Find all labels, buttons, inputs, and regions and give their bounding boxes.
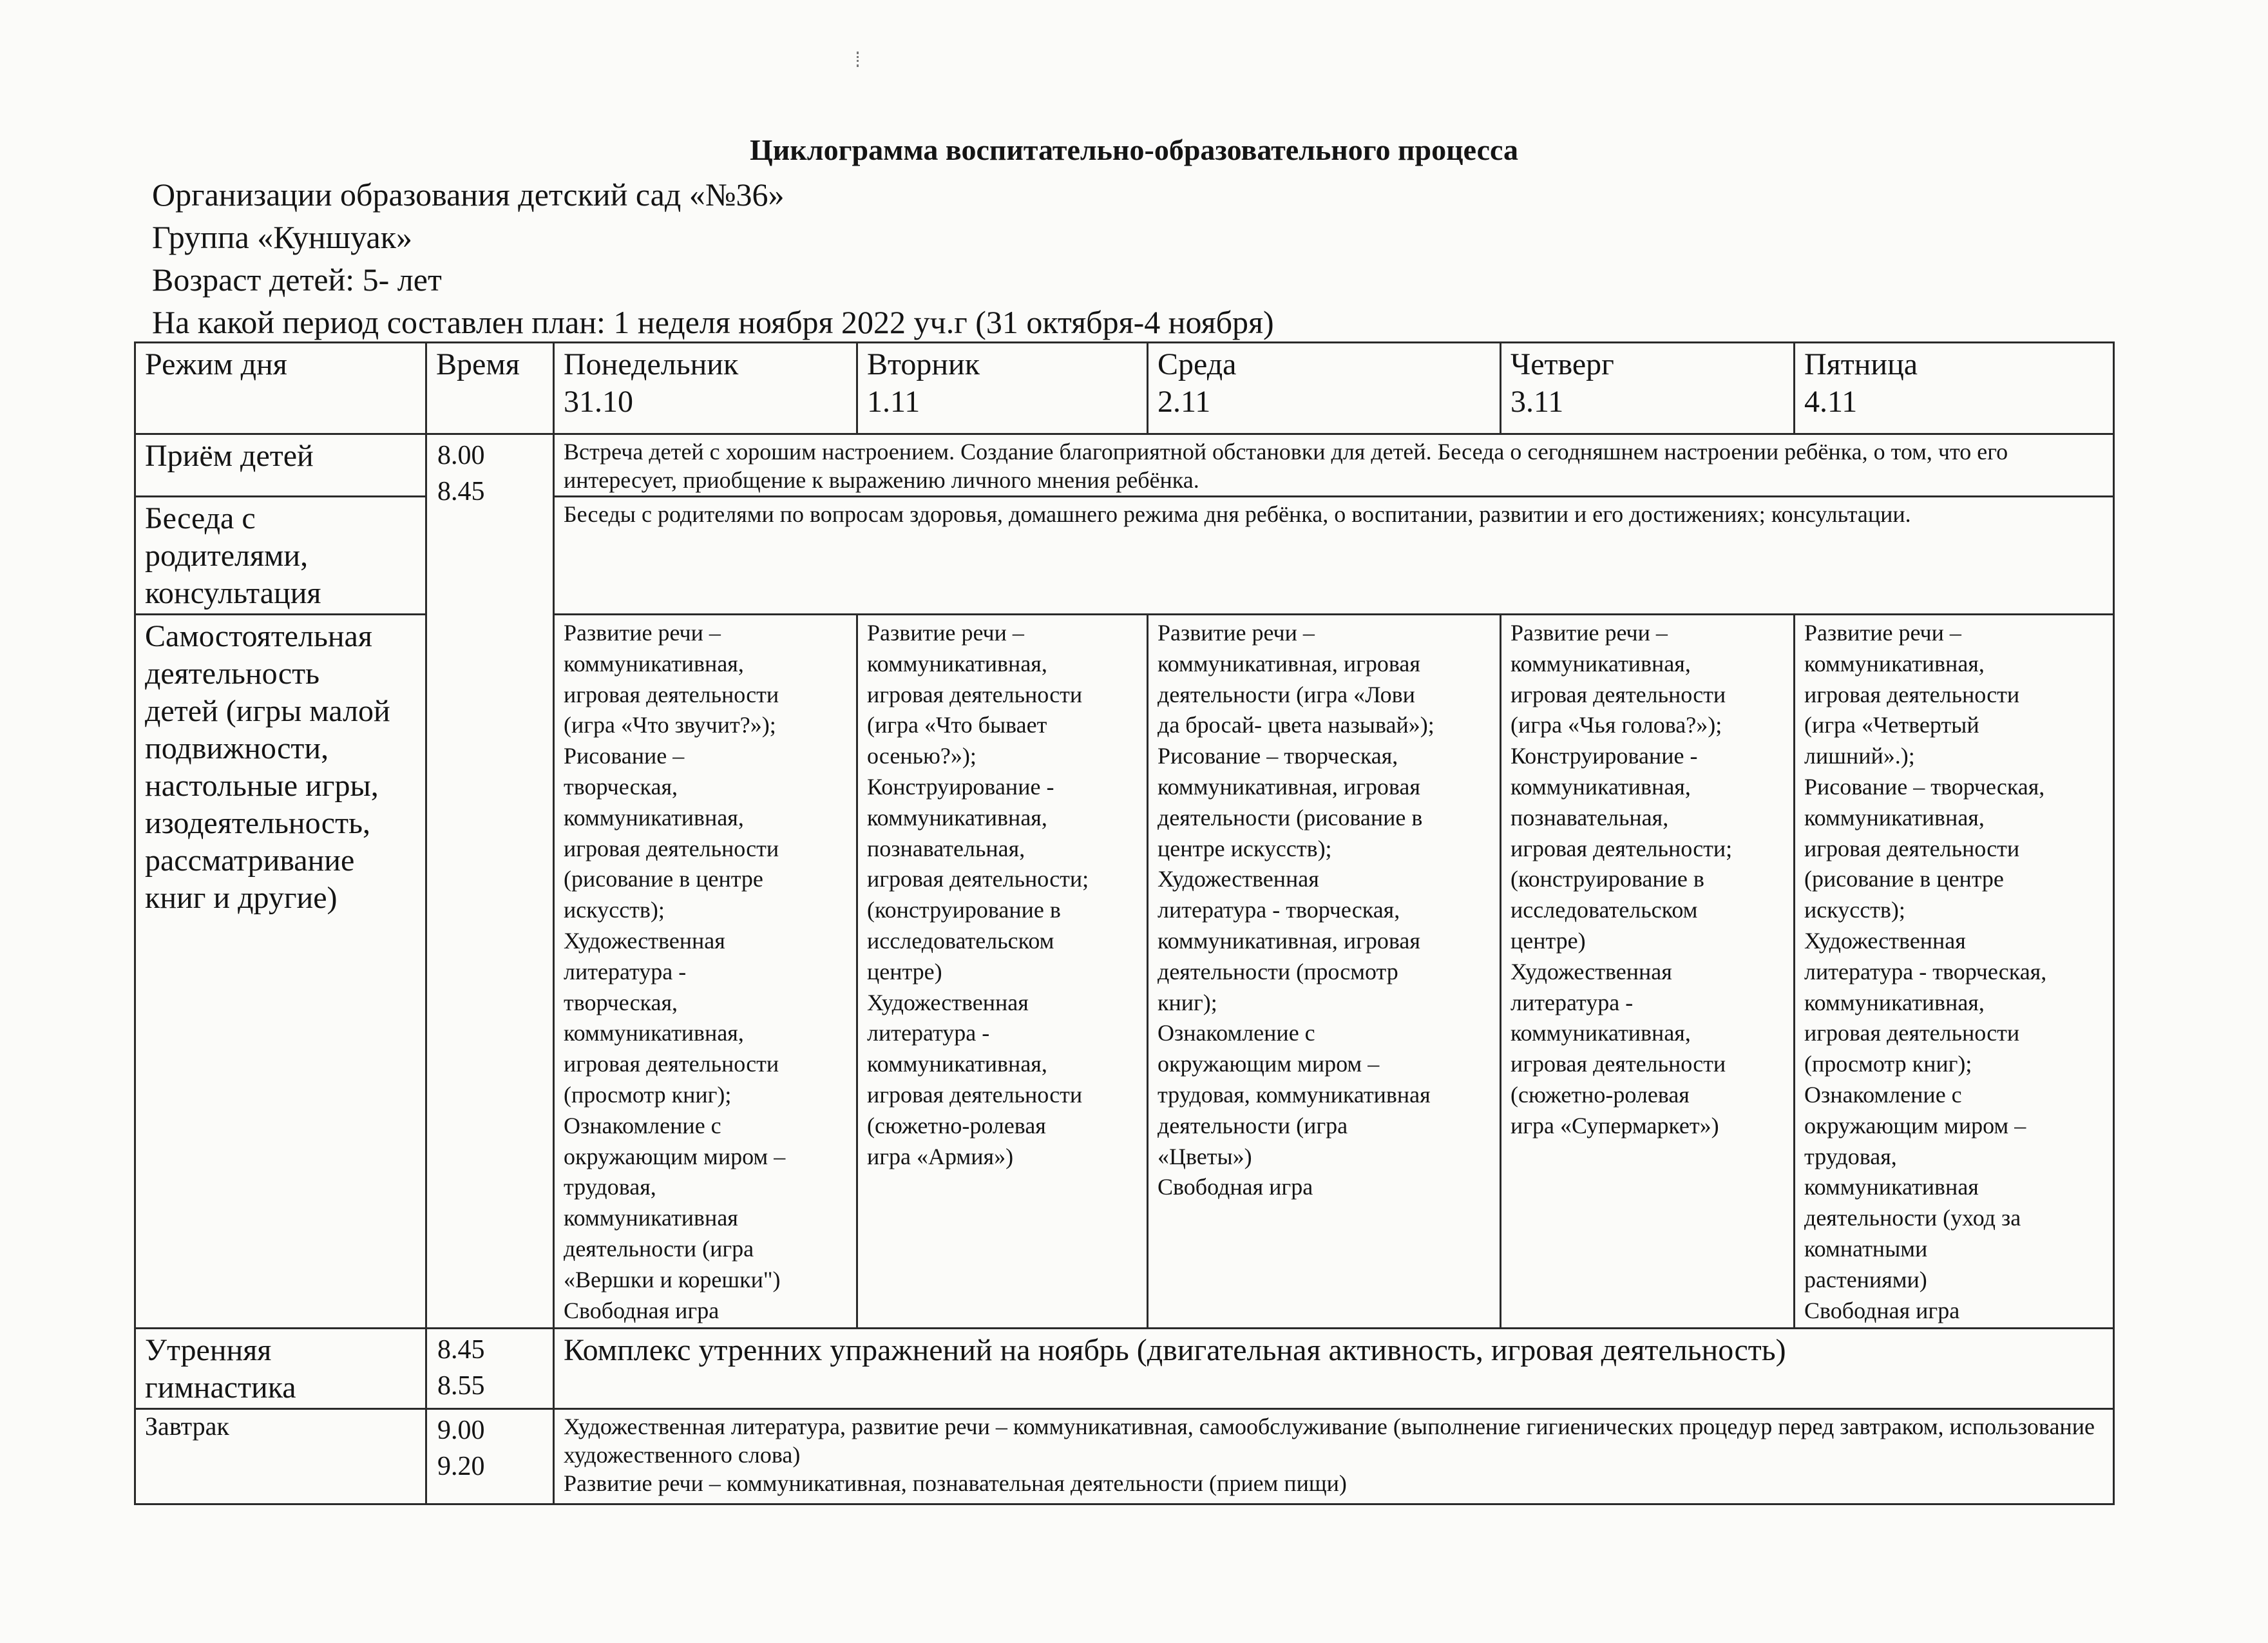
period-line: На какой период составлен план: 1 неделя ноября 2022 уч.г (31 октября-4 ноября): [152, 304, 1274, 340]
row-time: 8.45 8.55: [426, 1329, 554, 1409]
day-activities: Развитие речи – коммуникативная, игровая деятельности (игра «Четвертый лишний».); Рисование – творческая, коммуникативная, игровая деятельности (рисование в центре искусств); Художественная литература - творческая, коммуникативная, игровая деятельности (просмотр книг); Ознакомление с окружающим миром – трудовая, коммуникативная деятельности (уход за комнатными растениями) Свободная игра: [1795, 615, 2114, 1329]
row-text: Беседы с родителями по вопросам здоровья, домашнего режима дня ребёнка, о воспитании, развитии и его достижениях; консультации.: [554, 497, 2114, 615]
header-day: Пятница 4.11: [1795, 343, 2114, 434]
header-regime: Режим дня: [135, 343, 426, 434]
header-day: Среда 2.11: [1148, 343, 1501, 434]
group-line: Группа «Куншуак»: [152, 219, 412, 255]
day-activities: Развитие речи – коммуникативная, игровая деятельности (игра «Что звучит?»); Рисование – творческая, коммуникативная, игровая деятельности (рисование в центре искусств); Художественная литература - творческая, коммуникативная, игровая деятельности (просмотр книг); Ознакомление с окружающим миром – трудовая, коммуникативная деятельности (игра «Вершки и корешки") Свободная игра: [554, 615, 857, 1329]
schedule-table: [134, 341, 2115, 1505]
row-time: 8.00 8.45: [426, 434, 554, 1329]
row-text: Художественная литература, развитие речи – коммуникативная, самообслуживание (выполнение гигиенических процедур перед завтраком, использование художественного слова) Развитие речи – коммуникативная, познавательная деятельности (прием пищи): [554, 1409, 2114, 1504]
row-text: Встреча детей с хорошим настроением. Создание благоприятной обстановки для детей. Беседа о сегодняшнем настроении ребёнка, о том, что его интересует, приобщение к выражению личного мнения ребёнка.: [554, 434, 2114, 497]
day-activities: Развитие речи – коммуникативная, игровая деятельности (игра «Лови да бросай- цвета называй»); Рисование – творческая, коммуникативная, игровая деятельности (рисование в центре искусств); Художественная литература - творческая, коммуникативная, игровая деятельности (просмотр книг); Ознакомление с окружающим миром – трудовая, коммуникативная деятельности (игра «Цветы») Свободная игра: [1148, 615, 1501, 1329]
header-day: Вторник 1.11: [857, 343, 1148, 434]
row-time: 9.00 9.20: [426, 1409, 554, 1504]
day-activities: Развитие речи – коммуникативная, игровая деятельности (игра «Что бывает осенью?»); Конструирование - коммуникативная, познавательная, игровая деятельности; (конструирование в исследовательском центре) Художественная литература - коммуникативная, игровая деятельности (сюжетно-ролевая игра «Армия»): [857, 615, 1148, 1329]
row-label: Завтрак: [135, 1409, 426, 1504]
header-day: Понедельник 31.10: [554, 343, 857, 434]
row-label: Беседа с родителями, консультация: [135, 497, 426, 615]
breakfast-row: [135, 1409, 2114, 1504]
row-text: Комплекс утренних упражнений на ноябрь (двигательная активность, игровая деятельность): [554, 1329, 2114, 1409]
row-label: Утренняя гимнастика: [135, 1329, 426, 1409]
scan-artifact: [857, 52, 865, 67]
organization-line: Организации образования детский сад «№36»: [152, 177, 785, 213]
header-day: Четверг 3.11: [1501, 343, 1795, 434]
header-row: [135, 343, 2114, 434]
reception-row: [135, 434, 2114, 497]
day-activities: Развитие речи – коммуникативная, игровая деятельности (игра «Чья голова?»); Конструирование - коммуникативная, познавательная, игровая деятельности; (конструирование в исследовательском центре) Художественная литература - коммуникативная, игровая деятельности (сюжетно-ролевая игра «Супермаркет»): [1501, 615, 1795, 1329]
row-label: Приём детей: [135, 434, 426, 497]
row-label: Самостоятельная деятельность детей (игры малой подвижности, настольные игры, изодеятельность, рассматривание книг и другие): [135, 615, 426, 1329]
document-title: Циклограмма воспитательно-образовательного процесса: [750, 133, 1518, 166]
header-time: Время: [426, 343, 554, 434]
age-line: Возраст детей: 5- лет: [152, 262, 442, 298]
gymnastics-row: [135, 1329, 2114, 1409]
